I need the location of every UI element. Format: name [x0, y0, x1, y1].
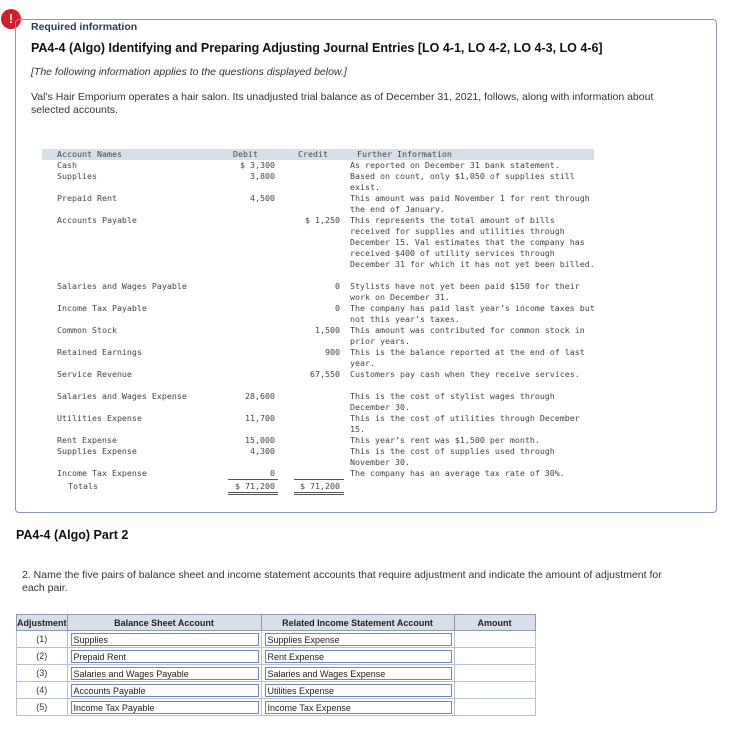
table-row: [17, 631, 536, 648]
amount-input[interactable]: [455, 665, 535, 681]
income-cell: [261, 648, 454, 665]
tb-info: This is the cost of stylist wages through December 30.: [350, 391, 555, 412]
tb-debit: 28,600: [245, 391, 275, 401]
tb-info: The company has paid last year’s income taxes but not this year’s taxes.: [350, 303, 595, 324]
tb-account: Supplies Expense: [57, 446, 137, 456]
tb-account: Income Tax Expense: [57, 468, 147, 478]
credit-double-rule: [294, 492, 344, 495]
tb-info: The company has an average tax rate of 30%.: [350, 468, 565, 478]
tb-credit: 900: [325, 347, 340, 357]
tb-info: As reported on December 31 bank statement.: [350, 160, 560, 170]
amount-cell: [454, 648, 535, 665]
col-balance-sheet-account: Balance Sheet Account: [67, 615, 261, 631]
tb-account: Cash: [57, 160, 77, 170]
tb-info: This represents the total amount of bills received for supplies and utilities through December 15. Val estimates that the company has received $400 of utility services through December 31 for which it has not yet been billed.: [350, 215, 595, 269]
table-row: [17, 665, 536, 682]
amount-cell: [454, 665, 535, 682]
tb-account: Income Tax Payable: [57, 303, 147, 313]
income-statement-account-select[interactable]: Supplies Expense: [265, 633, 452, 646]
tb-info: This amount was paid November 1 for rent through the end of January.: [350, 193, 590, 214]
table-row: [17, 648, 536, 665]
col-further-information: Further Information: [357, 149, 452, 159]
question-text: 2. Name the five pairs of balance sheet and income statement accounts that require adjustment and indicate the amount of adjustment for each pair.: [22, 569, 662, 594]
col-amount: Amount: [454, 615, 535, 631]
tb-account: Common Stock: [57, 325, 117, 335]
income-cell: [261, 682, 454, 699]
balance-cell: [67, 665, 261, 682]
col-adjustment: Adjustment: [17, 615, 68, 631]
amount-input[interactable]: [455, 699, 535, 715]
col-account-names: Account Names: [57, 149, 122, 159]
tb-credit: 67,550: [310, 369, 340, 379]
tb-account: Rent Expense: [57, 435, 117, 445]
tb-credit: 0: [335, 303, 340, 313]
credit-rule: [294, 479, 344, 480]
income-statement-account-select[interactable]: Utilities Expense: [265, 684, 452, 697]
tb-info: This amount was contributed for common stock in prior years.: [350, 325, 585, 346]
income-cell: [261, 631, 454, 648]
tb-debit: 4,300: [250, 446, 275, 456]
tb-account: Service Revenue: [57, 369, 132, 379]
balance-cell: [67, 682, 261, 699]
tb-debit: 0: [270, 468, 275, 478]
balance-sheet-account-select[interactable]: Accounts Payable: [71, 684, 259, 697]
debit-rule: [228, 479, 278, 480]
tb-debit: 4,500: [250, 193, 275, 203]
tb-account: Retained Earnings: [57, 347, 142, 357]
amount-input[interactable]: [455, 682, 535, 698]
tb-account: Salaries and Wages Expense: [57, 391, 187, 401]
tb-total-debit: $ 71,200: [235, 481, 275, 491]
balance-sheet-account-select[interactable]: Salaries and Wages Payable: [71, 667, 259, 680]
income-cell: [261, 699, 454, 716]
tb-debit: $ 3,300: [240, 160, 275, 170]
tb-totals-label: Totals: [68, 481, 98, 491]
balance-cell: [67, 699, 261, 716]
debit-double-rule: [228, 492, 278, 495]
adjustment-number: (5): [17, 699, 68, 716]
tb-account: Prepaid Rent: [57, 193, 117, 203]
tb-info: This is the cost of supplies used through November 30.: [350, 446, 555, 467]
balance-cell: [67, 631, 261, 648]
income-statement-account-select[interactable]: Rent Expense: [265, 650, 452, 663]
adjustment-number: (1): [17, 631, 68, 648]
adjustments-table: [16, 614, 536, 716]
tb-info: This is the balance reported at the end of last year.: [350, 347, 585, 368]
amount-input[interactable]: [455, 631, 535, 647]
tb-info: This is the cost of utilities through December 15.: [350, 413, 580, 434]
amount-input[interactable]: [455, 648, 535, 664]
income-statement-account-select[interactable]: Income Tax Expense: [265, 701, 452, 714]
col-income-statement-account: Related Income Statement Account: [261, 615, 454, 631]
intro-text: Val’s Hair Emporium operates a hair salon. Its unadjusted trial balance as of December 31, 2021, follows, along with information about selected accounts.: [31, 91, 654, 116]
part-title: PA4-4 (Algo) Part 2: [16, 528, 129, 542]
amount-cell: [454, 631, 535, 648]
table-row: [17, 699, 536, 716]
tb-total-credit: $ 71,200: [300, 481, 340, 491]
tb-credit: 1,500: [315, 325, 340, 335]
adjustment-number: (2): [17, 648, 68, 665]
balance-sheet-account-select[interactable]: Income Tax Payable: [71, 701, 259, 714]
income-statement-account-select[interactable]: Salaries and Wages Expense: [265, 667, 452, 680]
tb-info: This year’s rent was $1,500 per month.: [350, 435, 540, 445]
tb-info: Based on count, only $1,050 of supplies still exist.: [350, 171, 575, 192]
amount-cell: [454, 699, 535, 716]
tb-account: Utilities Expense: [57, 413, 142, 423]
tb-credit: $ 1,250: [305, 215, 340, 225]
col-debit: Debit: [233, 149, 258, 159]
tb-credit: 0: [335, 281, 340, 291]
income-cell: [261, 665, 454, 682]
balance-cell: [67, 648, 261, 665]
amount-cell: [454, 682, 535, 699]
tb-debit: 15,000: [245, 435, 275, 445]
tb-debit: 11,700: [245, 413, 275, 423]
tb-account: Supplies: [57, 171, 97, 181]
adjustment-number: (3): [17, 665, 68, 682]
problem-title: PA4-4 (Algo) Identifying and Preparing Adjusting Journal Entries [LO 4-1, LO 4-2, LO 4-3, LO 4-6]: [31, 41, 603, 55]
col-credit: Credit: [298, 149, 328, 159]
tb-debit: 3,800: [250, 171, 275, 181]
adjustment-number: (4): [17, 682, 68, 699]
balance-sheet-account-select[interactable]: Supplies: [71, 633, 259, 646]
tb-info: Customers pay cash when they receive services.: [350, 369, 580, 379]
tb-account: Accounts Payable: [57, 215, 137, 225]
tb-info: Stylists have not yet been paid $150 for their work on December 31.: [350, 281, 580, 302]
required-information-label: Required information: [31, 21, 138, 33]
alert-icon: !: [1, 9, 21, 29]
instruction-note: [The following information applies to the questions displayed below.]: [31, 66, 347, 78]
tb-account: Salaries and Wages Payable: [57, 281, 187, 291]
balance-sheet-account-select[interactable]: Prepaid Rent: [71, 650, 259, 663]
table-row: [17, 682, 536, 699]
